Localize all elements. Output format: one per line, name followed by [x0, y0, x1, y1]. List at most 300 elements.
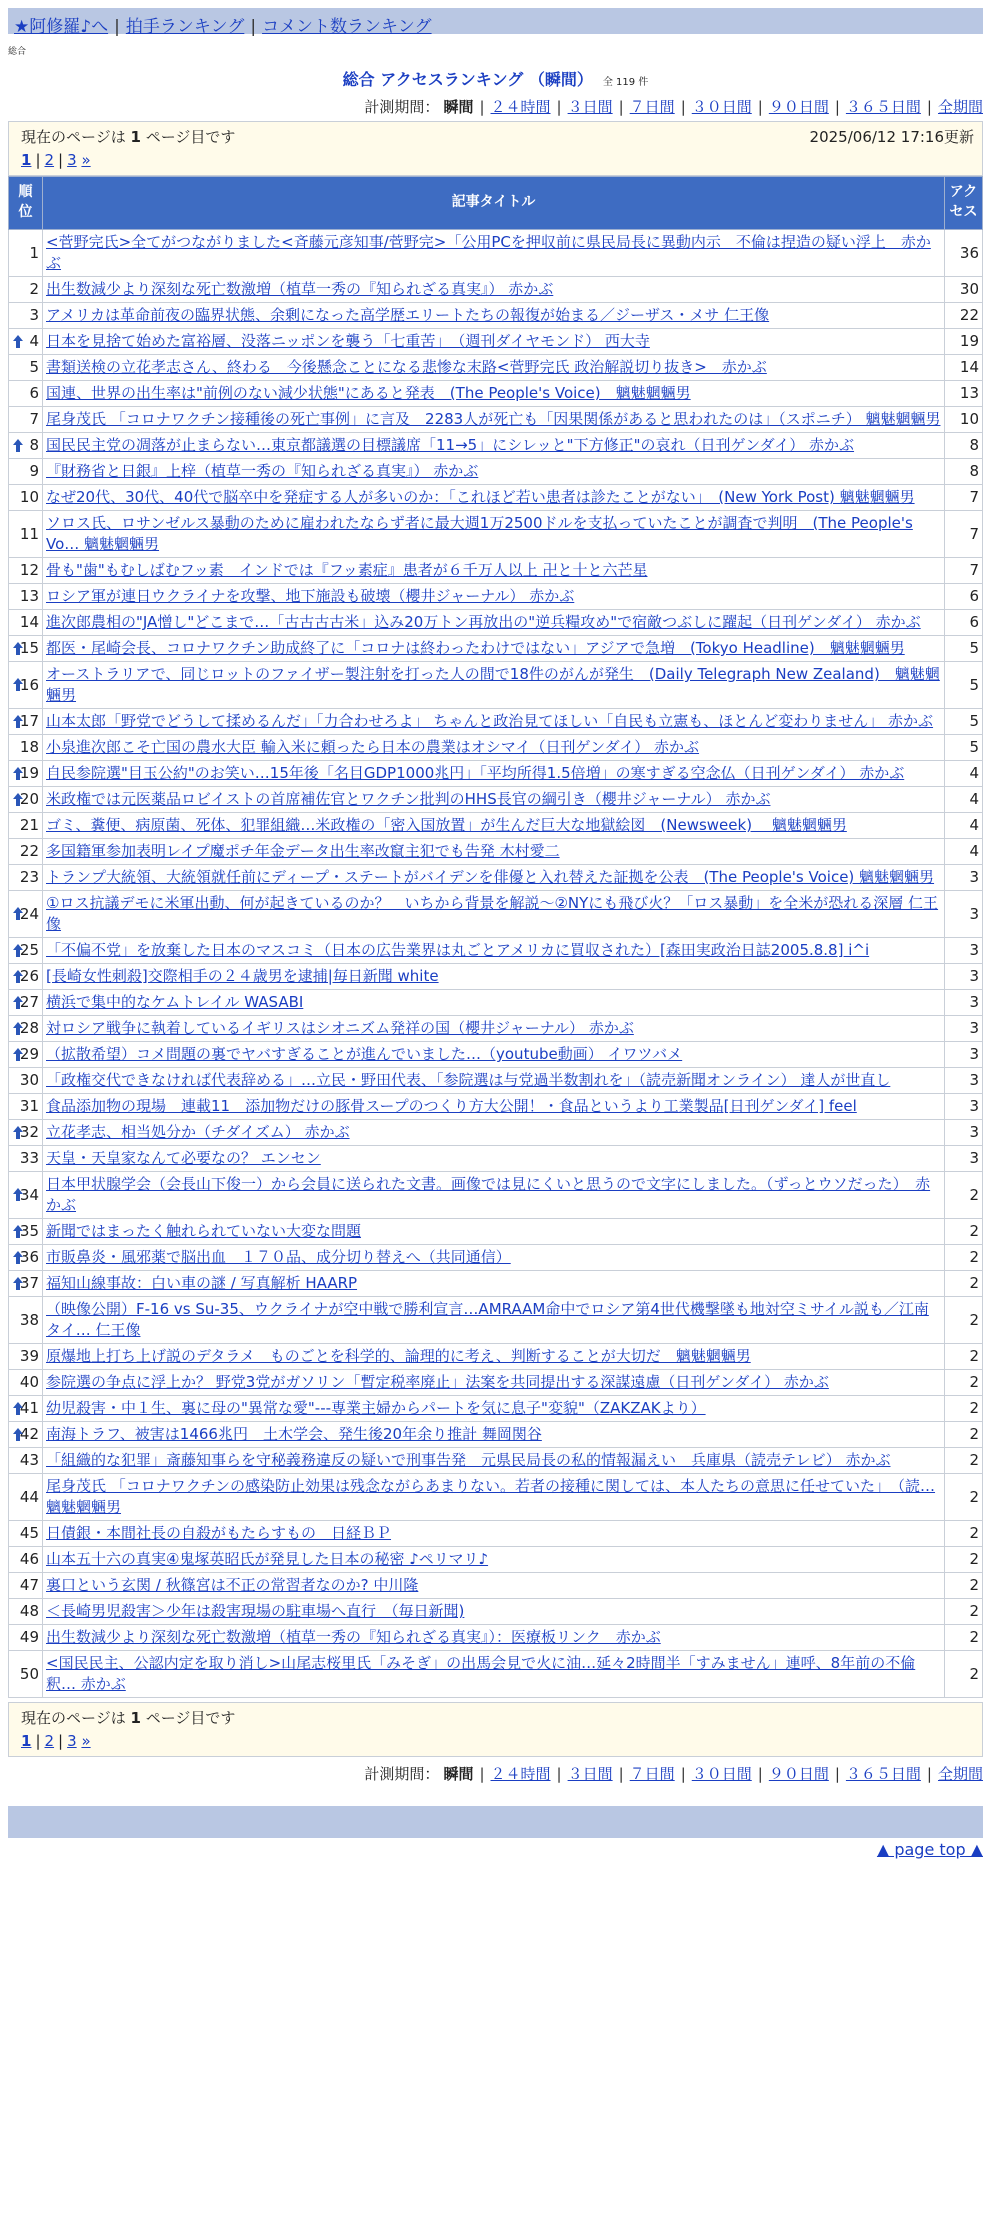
table-row [9, 1271, 983, 1297]
rank-cell [9, 813, 43, 839]
period-link[interactable]: ９０日間 [768, 1765, 829, 1783]
access-count: 2 [945, 1547, 983, 1573]
title-cell [43, 1573, 945, 1599]
article-link[interactable]: 山本太郎「野党でどうして揉めるんだ」「力合わせろよ」 ちゃんと政治見てほしい「自民も立憲も、ほとんど変わりません」 赤かぶ [46, 712, 934, 730]
rank-number: 21 [19, 816, 39, 834]
separator: | [35, 151, 41, 169]
access-count: 2 [945, 1370, 983, 1396]
rank-number: 43 [19, 1451, 39, 1469]
title-cell [43, 662, 945, 709]
table-row [9, 891, 983, 938]
article-link[interactable]: 市販鼻炎・風邪薬で脳出血 １７０品、成分切り替えへ（共同通信） [46, 1248, 511, 1266]
table-row [9, 787, 983, 813]
title-cell [43, 277, 945, 303]
title-cell [43, 230, 945, 277]
access-count: 2 [945, 1422, 983, 1448]
rank-cell [9, 891, 43, 938]
title-cell [43, 1219, 945, 1245]
access-count: 4 [945, 839, 983, 865]
title-cell [43, 459, 945, 485]
current-page-text [21, 1707, 970, 1728]
rank-number: 23 [19, 868, 39, 886]
rank-cell [9, 1573, 43, 1599]
article-link[interactable]: 『財務省と日銀』上梓（植草一秀の『知られざる真実』） 赤かぶ [46, 462, 479, 480]
rank-number: 35 [19, 1222, 39, 1240]
title-cell [43, 329, 945, 355]
period-label: 計測期間： [364, 98, 440, 116]
access-count: 22 [945, 303, 983, 329]
rank-cell [9, 230, 43, 277]
separator: | [618, 98, 624, 116]
pager-current[interactable]: 1 [21, 1732, 32, 1750]
title-cell [43, 485, 945, 511]
pager-link[interactable]: 2 [44, 151, 55, 169]
title-cell [43, 964, 945, 990]
title-cell [43, 1370, 945, 1396]
separator: | [58, 151, 64, 169]
access-count: 3 [945, 1016, 983, 1042]
period-link[interactable]: ３日間 [567, 98, 613, 116]
rank-number: 32 [19, 1123, 39, 1141]
table-row [9, 1474, 983, 1521]
access-count: 7 [945, 558, 983, 584]
article-link[interactable]: 山本五十六の真実④鬼塚英昭氏が発見した日本の秘密 ♪ペリマリ♪ [46, 1550, 489, 1568]
rank-number: 27 [19, 993, 39, 1011]
separator: | [35, 1732, 41, 1750]
rank-number: 40 [19, 1373, 39, 1391]
rank-number: 50 [19, 1664, 39, 1683]
title-cell [43, 303, 945, 329]
access-count: 2 [945, 1625, 983, 1651]
period-current: 瞬間 [443, 98, 474, 116]
access-count: 3 [945, 1120, 983, 1146]
table-row [9, 1245, 983, 1271]
article-link[interactable]: [長崎女性刺殺]交際相手の２４歳男を逮捕|毎日新聞 white [46, 967, 439, 985]
article-link[interactable]: 「政権交代できなければ代表辞める」…立民・野田代表、「参院選は与党過半数割れを」（読売新聞オンライン） 達人が世直し [46, 1071, 891, 1089]
table-row [9, 1625, 983, 1651]
rank-number: 42 [19, 1425, 39, 1443]
title-cell [43, 1094, 945, 1120]
rank-cell [9, 1297, 43, 1344]
title-cell [43, 1172, 945, 1219]
access-count: 2 [945, 1599, 983, 1625]
top-navigation [8, 8, 983, 37]
rank-number: 44 [19, 1487, 39, 1506]
rank-cell [9, 1422, 43, 1448]
article-link[interactable]: 対ロシア戦争に執着しているイギリスはシオニズム発祥の国（櫻井ジャーナル） 赤かぶ [46, 1019, 634, 1037]
table-row [9, 1521, 983, 1547]
title-cell [43, 584, 945, 610]
article-link[interactable]: <国民民主、公認内定を取り消し>山尾志桜里氏「みそぎ」の出馬会見で火に油…延々2時間半「すみません」連呼、8年前の不倫釈… 赤かぶ [46, 1654, 916, 1693]
rank-cell [9, 865, 43, 891]
access-count: 3 [945, 964, 983, 990]
access-count: 3 [945, 1094, 983, 1120]
period-link[interactable]: ３０日間 [691, 98, 752, 116]
rank-cell [9, 558, 43, 584]
table-row [9, 329, 983, 355]
access-count: 3 [945, 865, 983, 891]
article-link[interactable]: 天皇・天皇家なんて必要なの？ エンセン [46, 1149, 321, 1167]
table-row [9, 761, 983, 787]
rank-cell [9, 636, 43, 662]
rank-number: 18 [19, 738, 39, 756]
separator: | [757, 1765, 763, 1783]
access-count: 2 [945, 1573, 983, 1599]
access-count: 2 [945, 1271, 983, 1297]
table-row [9, 1172, 983, 1219]
rank-number: 5 [29, 358, 39, 376]
title-cell [43, 761, 945, 787]
article-link[interactable]: 福知山線事故：白い車の謎 / 写真解析 HAARP [46, 1274, 358, 1292]
article-link[interactable]: ロシア軍が連日ウクライナを攻撃、地下施設も破壊（櫻井ジャーナル） 赤かぶ [46, 587, 575, 605]
rank-number: 6 [29, 384, 39, 402]
table-row [9, 277, 983, 303]
rank-cell [9, 990, 43, 1016]
table-row [9, 355, 983, 381]
title-cell [43, 1297, 945, 1344]
rank-number: 25 [19, 941, 39, 959]
article-link[interactable]: ソロス氏、ロサンゼルス暴動のために雇われたならず者に最大週1万2500ドルを支払っていたことが調査で判明 (The People's Vo… 魑魅魍魎男 [46, 514, 913, 553]
period-link[interactable]: ３０日間 [691, 1765, 752, 1783]
article-link[interactable]: ゴミ、糞便、病原菌、死体、犯罪組織…米政権の「密入国放置」が生んだ巨大な地獄絵図 (Newsweek) 魑魅魍魎男 [46, 816, 847, 834]
table-row [9, 610, 983, 636]
access-count: 2 [945, 1297, 983, 1344]
current-page-prefix: 現在のページは [21, 128, 126, 146]
separator: | [834, 1765, 840, 1783]
title-cell [43, 1271, 945, 1297]
article-link[interactable]: 米政権では元医薬品ロビイストの首席補佐官とワクチン批判のHHS長官の綱引き（櫻井ジャーナル） 赤かぶ [46, 790, 771, 808]
access-count: 4 [945, 813, 983, 839]
rank-cell [9, 735, 43, 761]
rank-number: 3 [29, 306, 39, 324]
header-access: アクセス [945, 177, 983, 230]
article-link[interactable]: 出生数減少より深刻な死亡数激増（植草一秀の『知られざる真実』）：医療板リンク 赤かぶ [46, 1628, 661, 1646]
table-row [9, 839, 983, 865]
title-cell [43, 1396, 945, 1422]
period-link[interactable]: ２４時間 [490, 98, 551, 116]
rank-cell [9, 610, 43, 636]
rank-number: 24 [19, 904, 39, 923]
period-selector [0, 96, 983, 117]
access-count: 14 [945, 355, 983, 381]
article-link[interactable]: 小泉進次郎こそ亡国の農水大臣 輸入米に頼ったら日本の農業はオシマイ（日刊ゲンダイ） 赤かぶ [46, 738, 700, 756]
table-row [9, 230, 983, 277]
article-link[interactable]: ＜長崎男児殺害＞少年は殺害現場の駐車場へ直行 （毎日新聞) [46, 1602, 465, 1620]
access-count: 2 [945, 1396, 983, 1422]
access-count: 6 [945, 584, 983, 610]
title-cell [43, 1120, 945, 1146]
separator: | [58, 1732, 64, 1750]
article-link[interactable]: 骨も"歯"もむしばむフッ素 インドでは『フッ素症』患者が６千万人以上 卍と十と六芒星 [46, 561, 648, 579]
rank-number: 12 [19, 561, 39, 579]
separator: | [556, 98, 562, 116]
rank-cell [9, 1396, 43, 1422]
rank-number: 2 [29, 280, 39, 298]
separator: | [926, 98, 932, 116]
article-link[interactable]: 日本を見捨て始めた富裕層、没落ニッポンを襲う「七重苦」 （週刊ダイヤモンド） 西大寺 [46, 332, 650, 350]
title-cell [43, 1651, 945, 1698]
rank-cell [9, 1245, 43, 1271]
title-cell [43, 1448, 945, 1474]
table-header-row [9, 177, 983, 230]
article-link[interactable]: 南海トラフ、被害は1466兆円 土木学会、発生後20年余り推計 舞岡関谷 [46, 1425, 542, 1443]
table-row [9, 485, 983, 511]
article-link[interactable]: 進次郎農相の"JA憎し"どこまで…「古古古古米」込み20万トン再放出の"逆兵糧攻め"で宿敵つぶしに躍起（日刊ゲンダイ） 赤かぶ [46, 613, 921, 631]
rank-cell [9, 303, 43, 329]
rank-cell [9, 709, 43, 735]
pager-link[interactable]: 2 [44, 1732, 55, 1750]
comment-ranking-link[interactable]: コメント数ランキング [262, 17, 432, 37]
period-link[interactable]: ７日間 [629, 1765, 675, 1783]
title-cell [43, 610, 945, 636]
article-link[interactable]: 食品添加物の現場 連載11 添加物だけの豚骨スープのつくり方大公開！・食品というより工業製品[日刊ゲンダイ] feel [46, 1097, 857, 1115]
current-page-suffix: ページ目です [145, 128, 236, 146]
rank-number: 10 [19, 488, 39, 506]
separator: | [757, 98, 763, 116]
table-row [9, 407, 983, 433]
rank-cell [9, 277, 43, 303]
access-count: 2 [945, 1344, 983, 1370]
article-link[interactable]: なぜ20代、30代、40代で脳卒中を発症する人が多いのか：「これほど若い患者は診たことがない」 (New York Post) 魑魅魍魎男 [46, 488, 915, 506]
title-cell [43, 891, 945, 938]
rank-cell [9, 1042, 43, 1068]
title-cell [43, 1245, 945, 1271]
separator: | [556, 1765, 562, 1783]
access-count: 30 [945, 277, 983, 303]
rank-cell [9, 1271, 43, 1297]
table-row [9, 1370, 983, 1396]
access-count: 2 [945, 1448, 983, 1474]
page-top-area [0, 1840, 983, 1859]
rank-cell [9, 1521, 43, 1547]
article-link[interactable]: 国民民主党の凋落が止まらない…東京都議選の目標議席「11→5」にシレッと"下方修正"の哀れ（日刊ゲンダイ） 赤かぶ [46, 436, 855, 454]
article-link[interactable]: 立花孝志、相当処分か（チダイズム） 赤かぶ [46, 1123, 350, 1141]
access-count: 2 [945, 1172, 983, 1219]
table-row [9, 1651, 983, 1698]
access-count: 7 [945, 485, 983, 511]
article-link[interactable]: 多国籍軍参加表明レイプ魔ポチ年金データ出生率改竄主犯でも告発 木村愛二 [46, 842, 560, 860]
table-row [9, 1573, 983, 1599]
article-link[interactable]: （拡散希望）コメ問題の裏でヤバすぎることが進んでいました…（youtube動画） イワツバメ [46, 1045, 683, 1063]
table-row [9, 433, 983, 459]
rank-number: 1 [29, 243, 39, 262]
article-link[interactable]: 尾身茂氏 「コロナワクチン接種後の死亡事例」に言及 2283人が死亡も「因果関係があると思われたのは」（スポニチ） 魑魅魍魎男 [46, 410, 941, 428]
total-count: 全 119 件 [602, 77, 649, 88]
table-row [9, 735, 983, 761]
rank-cell [9, 964, 43, 990]
rank-number: 46 [19, 1550, 39, 1568]
rank-cell [9, 662, 43, 709]
article-link[interactable]: 「不偏不党」を放棄した日本のマスコミ（日本の広告業界は丸ごとアメリカに買収された）[森田実政治日誌2005.8.8] i^i [46, 941, 870, 959]
rank-cell [9, 584, 43, 610]
period-link[interactable]: ７日間 [629, 98, 675, 116]
rank-number: 41 [19, 1399, 39, 1417]
separator: | [250, 17, 257, 37]
article-link[interactable]: 「組織的な犯罪」斎藤知事らを守秘義務違反の疑いで刑事告発 元県民局長の私的情報漏えい 兵庫県（読売テレビ） 赤かぶ [46, 1451, 891, 1469]
access-count: 3 [945, 938, 983, 964]
access-count: 36 [945, 230, 983, 277]
access-count: 3 [945, 1042, 983, 1068]
rank-cell [9, 1068, 43, 1094]
rank-cell [9, 1625, 43, 1651]
article-link[interactable]: 参院選の争点に浮上か？ 野党3党がガソリン「暫定税率廃止」法案を共同提出する深謀遠慮（日刊ゲンダイ） 赤かぶ [46, 1373, 829, 1391]
article-link[interactable]: <菅野完氏>全てがつながりました<斉藤元彦知事/菅野完>「公用PCを押収前に県民局長に異動内示 不倫は捏造の疑い浮上 赤かぶ [46, 233, 931, 272]
rank-cell [9, 1474, 43, 1521]
title-cell [43, 735, 945, 761]
access-count: 2 [945, 1474, 983, 1521]
article-link[interactable]: 日債銀・本間社長の自殺がもたらすもの 日経ＢＰ [46, 1524, 392, 1542]
rank-number: 30 [19, 1071, 39, 1089]
title-cell [43, 709, 945, 735]
article-link[interactable]: 裏口という玄関 / 秋篠宮は不正の常習者なのか? 中川隆 [46, 1576, 419, 1594]
rank-cell [9, 1599, 43, 1625]
rank-cell [9, 839, 43, 865]
separator: | [479, 98, 485, 116]
rank-cell [9, 1146, 43, 1172]
article-link[interactable]: 日本甲状腺学会（会長山下俊一）から会員に送られた文書。画像では見にくいと思うので文字にしました。（ずっとウソだった） 赤かぶ [46, 1175, 931, 1214]
pager [21, 1732, 970, 1750]
article-link[interactable]: 尾身茂氏 「コロナワクチンの感染防止効果は残念ながらあまりない。若者の接種に関しては、本人たちの意思に任せていた」 （読… 魑魅魍魎男 [46, 1477, 936, 1516]
separator: | [834, 98, 840, 116]
access-count: 3 [945, 1146, 983, 1172]
current-page-number: 1 [130, 128, 141, 146]
pager-link[interactable]: 3 [67, 151, 77, 169]
title-cell [43, 433, 945, 459]
title-cell [43, 1599, 945, 1625]
article-link[interactable]: 書類送検の立花孝志さん、終わる 今後懸念ことになる悲惨な末路<菅野完氏 政治解説切り抜き> 赤かぶ [46, 358, 767, 376]
footer-bar [8, 1806, 983, 1838]
current-page-prefix: 現在のページは [21, 1709, 126, 1727]
pager-next[interactable]: » [81, 151, 91, 169]
access-count: 10 [945, 407, 983, 433]
rank-number: 7 [29, 410, 39, 428]
category-label: 総合 [8, 47, 27, 57]
article-link[interactable]: オーストラリアで、同じロットのファイザー製注射を打った人の間で18件のがんが発生 (Daily Telegraph New Zealand) 魑魅魍魎男 [46, 665, 940, 704]
period-link[interactable]: ３６５日間 [845, 98, 921, 116]
table-row [9, 1599, 983, 1625]
rank-cell [9, 381, 43, 407]
separator: | [680, 1765, 686, 1783]
table-row [9, 865, 983, 891]
ranking-table [8, 176, 983, 1698]
article-link[interactable]: アメリカは革命前夜の臨界状態、余剰になった高学歴エリートたちの報復が始まる／ジーザス・メサ 仁王像 [46, 306, 770, 324]
title-cell [43, 407, 945, 433]
period-link[interactable]: ２４時間 [490, 1765, 551, 1783]
rank-number: 17 [19, 712, 39, 730]
table-row [9, 813, 983, 839]
table-row [9, 662, 983, 709]
table-row [9, 1396, 983, 1422]
pager-current[interactable]: 1 [21, 151, 32, 169]
rank-number: 15 [19, 639, 39, 657]
rank-number: 49 [19, 1628, 39, 1646]
article-link[interactable]: 都医・尾崎会長、コロナワクチン助成終了に「コロナは終わったわけではない」アジアで急増 (Tokyo Headline) 魑魅魍魎男 [46, 639, 905, 657]
access-count: 19 [945, 329, 983, 355]
applause-ranking-link[interactable]: 拍手ランキング [125, 17, 245, 37]
period-link[interactable]: 全期間 [937, 98, 983, 116]
title-cell [43, 1547, 945, 1573]
rank-number: 39 [19, 1347, 39, 1365]
page-info-box-bottom [8, 1702, 983, 1757]
article-link[interactable]: 横浜で集中的なケムトレイル WASABI [46, 993, 304, 1011]
article-link[interactable]: 幼児殺害・中１生、裏に母の"異常な愛"---専業主婦からパートを気に息子"変貌"（ZAKZAKより） [46, 1399, 706, 1417]
rank-number: 47 [19, 1576, 39, 1594]
rank-cell [9, 1016, 43, 1042]
period-link[interactable]: 全期間 [937, 1765, 983, 1783]
page-top-link[interactable]: ▲ page top ▲ [876, 1840, 983, 1859]
article-link[interactable]: ①ロス抗議デモに米軍出動、何が起きているのか？ いちから背景を解説～②NYにも飛び火？「ロス暴動」を全米が恐れる深層 仁王像 [46, 894, 939, 933]
updated-timestamp: 2025/06/12 17:16更新 [809, 128, 974, 146]
rank-cell [9, 938, 43, 964]
title-cell [43, 355, 945, 381]
current-page-suffix: ページ目です [145, 1709, 236, 1727]
article-link[interactable]: （映像公開）F-16 vs Su-35、ウクライナが空中戦で勝利宣言…AMRAAM命中でロシア第4世代機撃墜も地対空ミサイル説も／江南タイ… 仁王像 [46, 1300, 929, 1339]
table-row [9, 1120, 983, 1146]
article-link[interactable]: 新聞ではまったく触れられていない大変な問題 [46, 1222, 362, 1240]
table-row [9, 1297, 983, 1344]
table-row [9, 1068, 983, 1094]
header-rank: 順位 [9, 177, 43, 230]
period-link[interactable]: ３６５日間 [845, 1765, 921, 1783]
rank-number: 29 [19, 1045, 39, 1063]
period-selector-bottom [0, 1763, 983, 1784]
table-row [9, 964, 983, 990]
rank-number: 11 [19, 524, 39, 543]
article-link[interactable]: 国連、世界の出生率は"前例のない減少状態"にあると発表 (The People's Voice) 魑魅魍魎男 [46, 384, 691, 402]
article-link[interactable]: 原爆地上打ち上げ説のデタラメ ものごとを科学的、論理的に考え、判断することが大切だ 魑魅魍魎男 [46, 1347, 751, 1365]
access-count: 3 [945, 1068, 983, 1094]
title-cell [43, 1344, 945, 1370]
pager-link[interactable]: 3 [67, 1732, 77, 1750]
asyura-home-link[interactable]: ★阿修羅♪へ [14, 17, 109, 37]
table-row [9, 1219, 983, 1245]
separator: | [680, 98, 686, 116]
header-title: 記事タイトル [43, 177, 945, 230]
title-cell [43, 839, 945, 865]
current-page-number: 1 [130, 1709, 141, 1727]
period-link[interactable]: ３日間 [567, 1765, 613, 1783]
title-cell [43, 938, 945, 964]
rank-cell [9, 787, 43, 813]
article-link[interactable]: 自民参院選"目玉公約"のお笑い…15年後「名目GDP1000兆円」「平均所得1.5倍増」の寒すぎる空念仏（日刊ゲンダイ） 赤かぶ [46, 764, 905, 782]
rank-cell [9, 1651, 43, 1698]
rank-cell [9, 1094, 43, 1120]
pager-next[interactable]: » [81, 1732, 91, 1750]
access-count: 2 [945, 1651, 983, 1698]
table-row [9, 1448, 983, 1474]
period-link[interactable]: ９０日間 [768, 98, 829, 116]
table-row [9, 584, 983, 610]
title-cell [43, 1042, 945, 1068]
article-link[interactable]: トランプ大統領、大統領就任前にディープ・ステートがバイデンを俳優と入れ替えた証拠を公表 (The People's Voice) 魑魅魍魎男 [46, 868, 935, 886]
table-row [9, 459, 983, 485]
rank-number: 37 [19, 1274, 39, 1292]
rank-cell [9, 511, 43, 558]
page-info-box [8, 121, 983, 176]
access-count: 5 [945, 709, 983, 735]
access-count: 5 [945, 636, 983, 662]
rank-cell [9, 485, 43, 511]
rank-number: 31 [19, 1097, 39, 1115]
article-link[interactable]: 出生数減少より深刻な死亡数激増（植草一秀の『知られざる真実』） 赤かぶ [46, 280, 554, 298]
title-cell [43, 990, 945, 1016]
rank-cell [9, 1448, 43, 1474]
access-count: 3 [945, 891, 983, 938]
title-cell [43, 1068, 945, 1094]
title-cell [43, 865, 945, 891]
access-count: 5 [945, 735, 983, 761]
access-count: 6 [945, 610, 983, 636]
